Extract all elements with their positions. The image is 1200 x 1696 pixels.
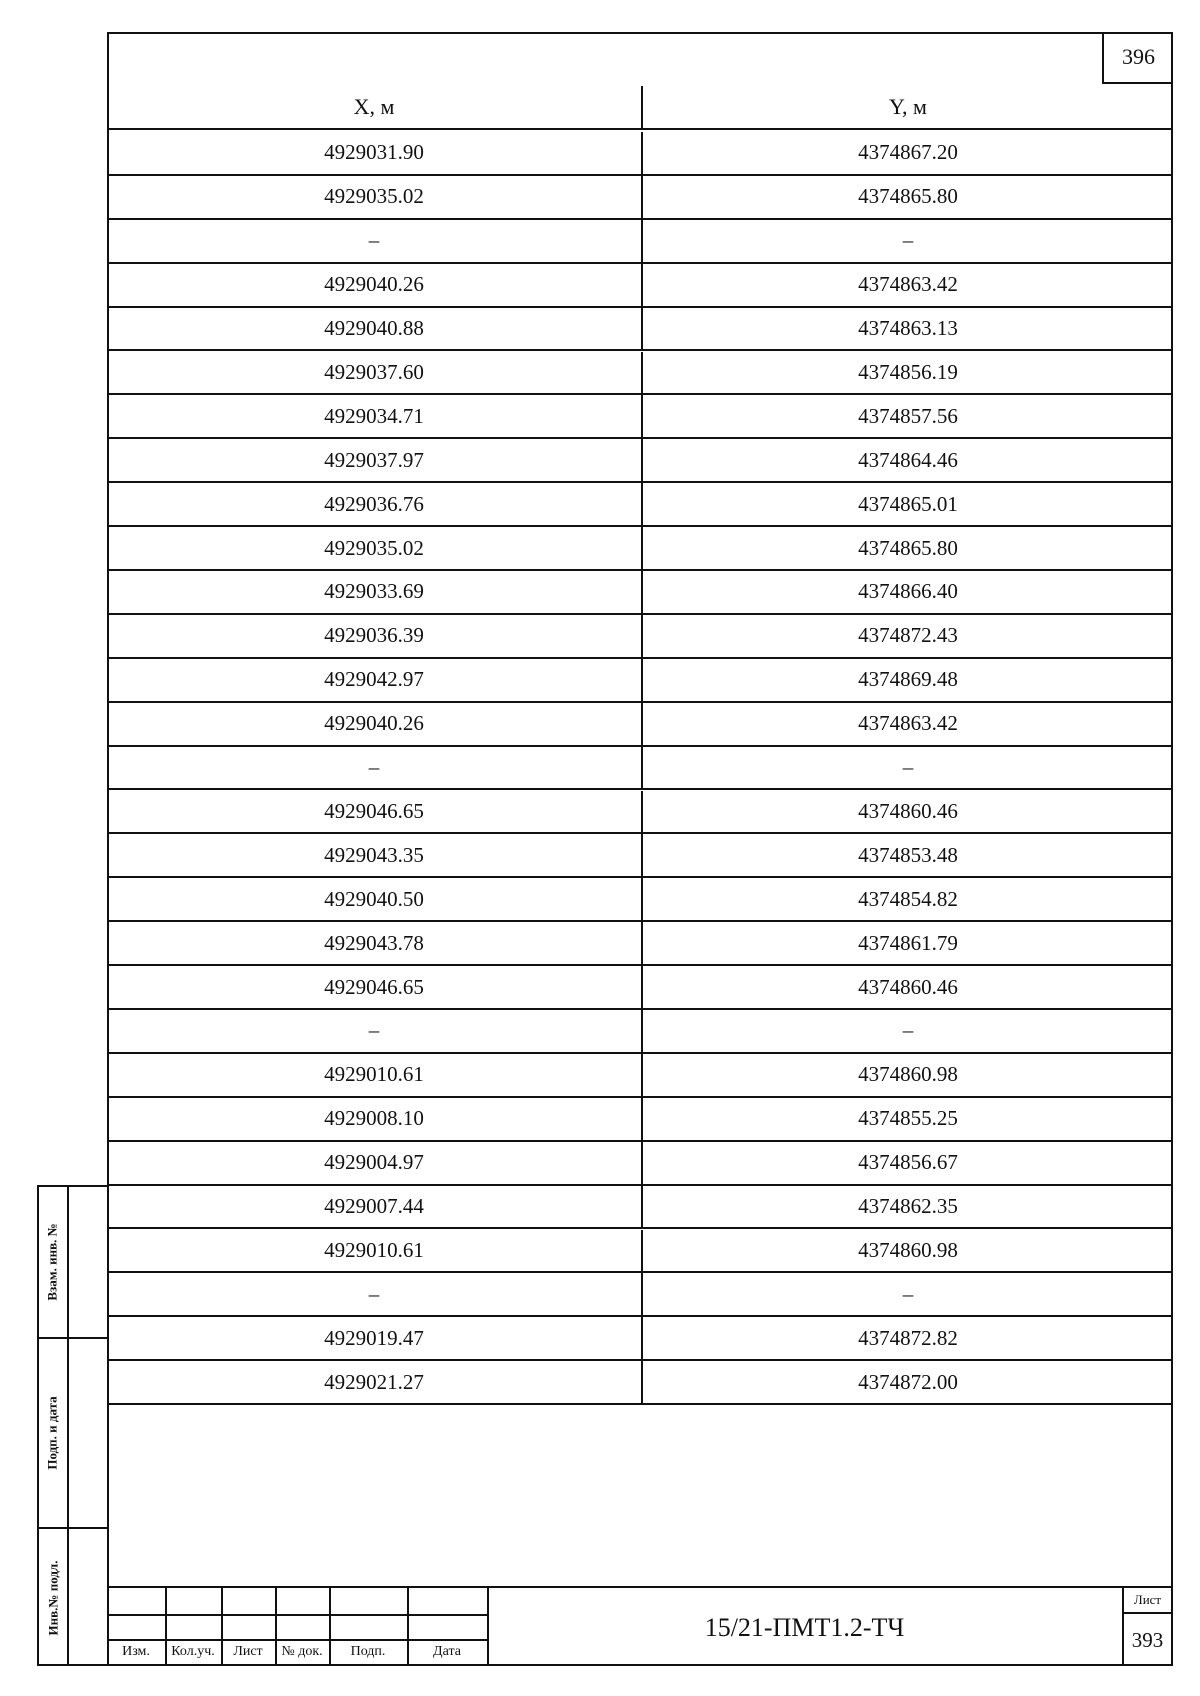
cell-y: 4374860.46 [641, 966, 1173, 1008]
cell-x: 4929007.44 [324, 1194, 424, 1219]
cell-y: 4374854.82 [641, 878, 1173, 920]
cell-y: 4374863.42 [641, 264, 1173, 306]
cell-y: 4374856.19 [641, 352, 1173, 394]
cell-x: 4929010.61 [324, 1237, 424, 1262]
table-row [107, 571, 1173, 615]
cell-x: 4929035.02 [324, 184, 424, 209]
table-row [107, 966, 1173, 1010]
table-row [107, 1361, 1173, 1405]
document-code: 15/21-ПМТ1.2-ТЧ [704, 1613, 905, 1642]
cell-x: 4929004.97 [324, 1150, 424, 1175]
table-row [107, 1054, 1173, 1098]
table-row [107, 1142, 1173, 1186]
cell-y: 4374853.48 [641, 834, 1173, 876]
table-row [107, 132, 1173, 176]
cell-x: – [368, 1281, 380, 1306]
cell-y: – [641, 220, 1173, 262]
cell-x: 4929035.02 [324, 535, 424, 560]
cell-x: 4929042.97 [324, 667, 424, 692]
cell-y: 4374866.40 [641, 571, 1173, 613]
side-label-inv: Инв.№ подл. [45, 1560, 61, 1635]
cell-y: 4374855.25 [641, 1098, 1173, 1140]
cell-y: 4374872.43 [641, 615, 1173, 657]
table-row [107, 308, 1173, 352]
cell-x: 4929040.88 [324, 316, 424, 341]
table-row [107, 791, 1173, 835]
stamp-label-podp: Подп. [350, 1644, 386, 1659]
page-number: 396 [1102, 32, 1173, 84]
cell-x: 4929046.65 [324, 974, 424, 999]
cell-y: 4374869.48 [641, 659, 1173, 701]
cell-y: 4374860.98 [641, 1054, 1173, 1096]
cell-x: 4929036.76 [324, 491, 424, 516]
cell-x: 4929031.90 [324, 140, 424, 165]
cell-x: 4929037.97 [324, 447, 424, 472]
table-row [107, 352, 1173, 396]
cell-x: 4929043.78 [324, 930, 424, 955]
header-y: Y, м [641, 86, 1173, 128]
cell-x: 4929046.65 [324, 798, 424, 823]
stamp-label-data: Дата [433, 1644, 461, 1659]
cell-y: 4374872.82 [641, 1317, 1173, 1359]
table-header-row [107, 86, 1173, 130]
stamp-label-doc: № док. [281, 1644, 323, 1659]
cell-y: 4374857.56 [641, 395, 1173, 437]
cell-y: 4374860.46 [641, 791, 1173, 833]
cell-x: 4929036.39 [324, 623, 424, 648]
cell-x: 4929033.69 [324, 579, 424, 604]
cell-x: 4929040.26 [324, 272, 424, 297]
cell-y: 4374864.46 [641, 439, 1173, 481]
table-row [107, 834, 1173, 878]
cell-y: 4374865.80 [641, 176, 1173, 218]
cell-y: 4374856.67 [641, 1142, 1173, 1184]
cell-x: 4929040.26 [324, 711, 424, 736]
table-row [107, 264, 1173, 308]
side-label-vzam: Взам. инв. № [45, 1223, 61, 1301]
sheet-number: 393 [1131, 1627, 1164, 1652]
cell-x: 4929043.35 [324, 842, 424, 867]
cell-x: 4929040.50 [324, 886, 424, 911]
cell-y: 4374861.79 [641, 922, 1173, 964]
cell-x: 4929008.10 [324, 1106, 424, 1131]
cell-x: 4929034.71 [324, 403, 424, 428]
side-strip [37, 1185, 107, 1666]
table-row [107, 527, 1173, 571]
cell-y: 4374863.13 [641, 308, 1173, 350]
table-row [107, 922, 1173, 966]
table-row [107, 878, 1173, 922]
table-row [107, 615, 1173, 659]
table-row [107, 1317, 1173, 1361]
cell-y: 4374867.20 [641, 132, 1173, 174]
table-row [107, 439, 1173, 483]
stamp-label-list: Лист [233, 1644, 263, 1659]
table-row [107, 1273, 1173, 1317]
cell-y: 4374865.01 [641, 483, 1173, 525]
table-row [107, 1230, 1173, 1274]
stamp-label-kol: Кол.уч. [171, 1644, 215, 1659]
side-label-podp: Подп. и дата [45, 1396, 61, 1470]
cell-y: – [641, 1010, 1173, 1052]
table-row [107, 1098, 1173, 1142]
header-x: X, м [353, 94, 395, 119]
cell-y: 4374865.80 [641, 527, 1173, 569]
title-block [107, 1586, 1173, 1666]
cell-y: – [641, 747, 1173, 789]
table-row [107, 1186, 1173, 1230]
cell-x: – [368, 228, 380, 253]
table-row [107, 747, 1173, 791]
cell-y: 4374860.98 [641, 1230, 1173, 1272]
stamp-label-izm: Изм. [122, 1644, 150, 1659]
cell-x: 4929019.47 [324, 1325, 424, 1350]
cell-x: 4929021.27 [324, 1369, 424, 1394]
sheet-label: Лист [1133, 1592, 1162, 1607]
cell-x: 4929037.60 [324, 359, 424, 384]
cell-y: – [641, 1273, 1173, 1315]
table-row [107, 703, 1173, 747]
cell-x: – [368, 755, 380, 780]
table-row [107, 1010, 1173, 1054]
cell-x: 4929010.61 [324, 1062, 424, 1087]
table-row [107, 395, 1173, 439]
cell-x: – [368, 1018, 380, 1043]
table-row [107, 176, 1173, 220]
cell-y: 4374862.35 [641, 1186, 1173, 1228]
table-row [107, 220, 1173, 264]
table-row [107, 483, 1173, 527]
cell-y: 4374872.00 [641, 1361, 1173, 1403]
cell-y: 4374863.42 [641, 703, 1173, 745]
table-row [107, 659, 1173, 703]
